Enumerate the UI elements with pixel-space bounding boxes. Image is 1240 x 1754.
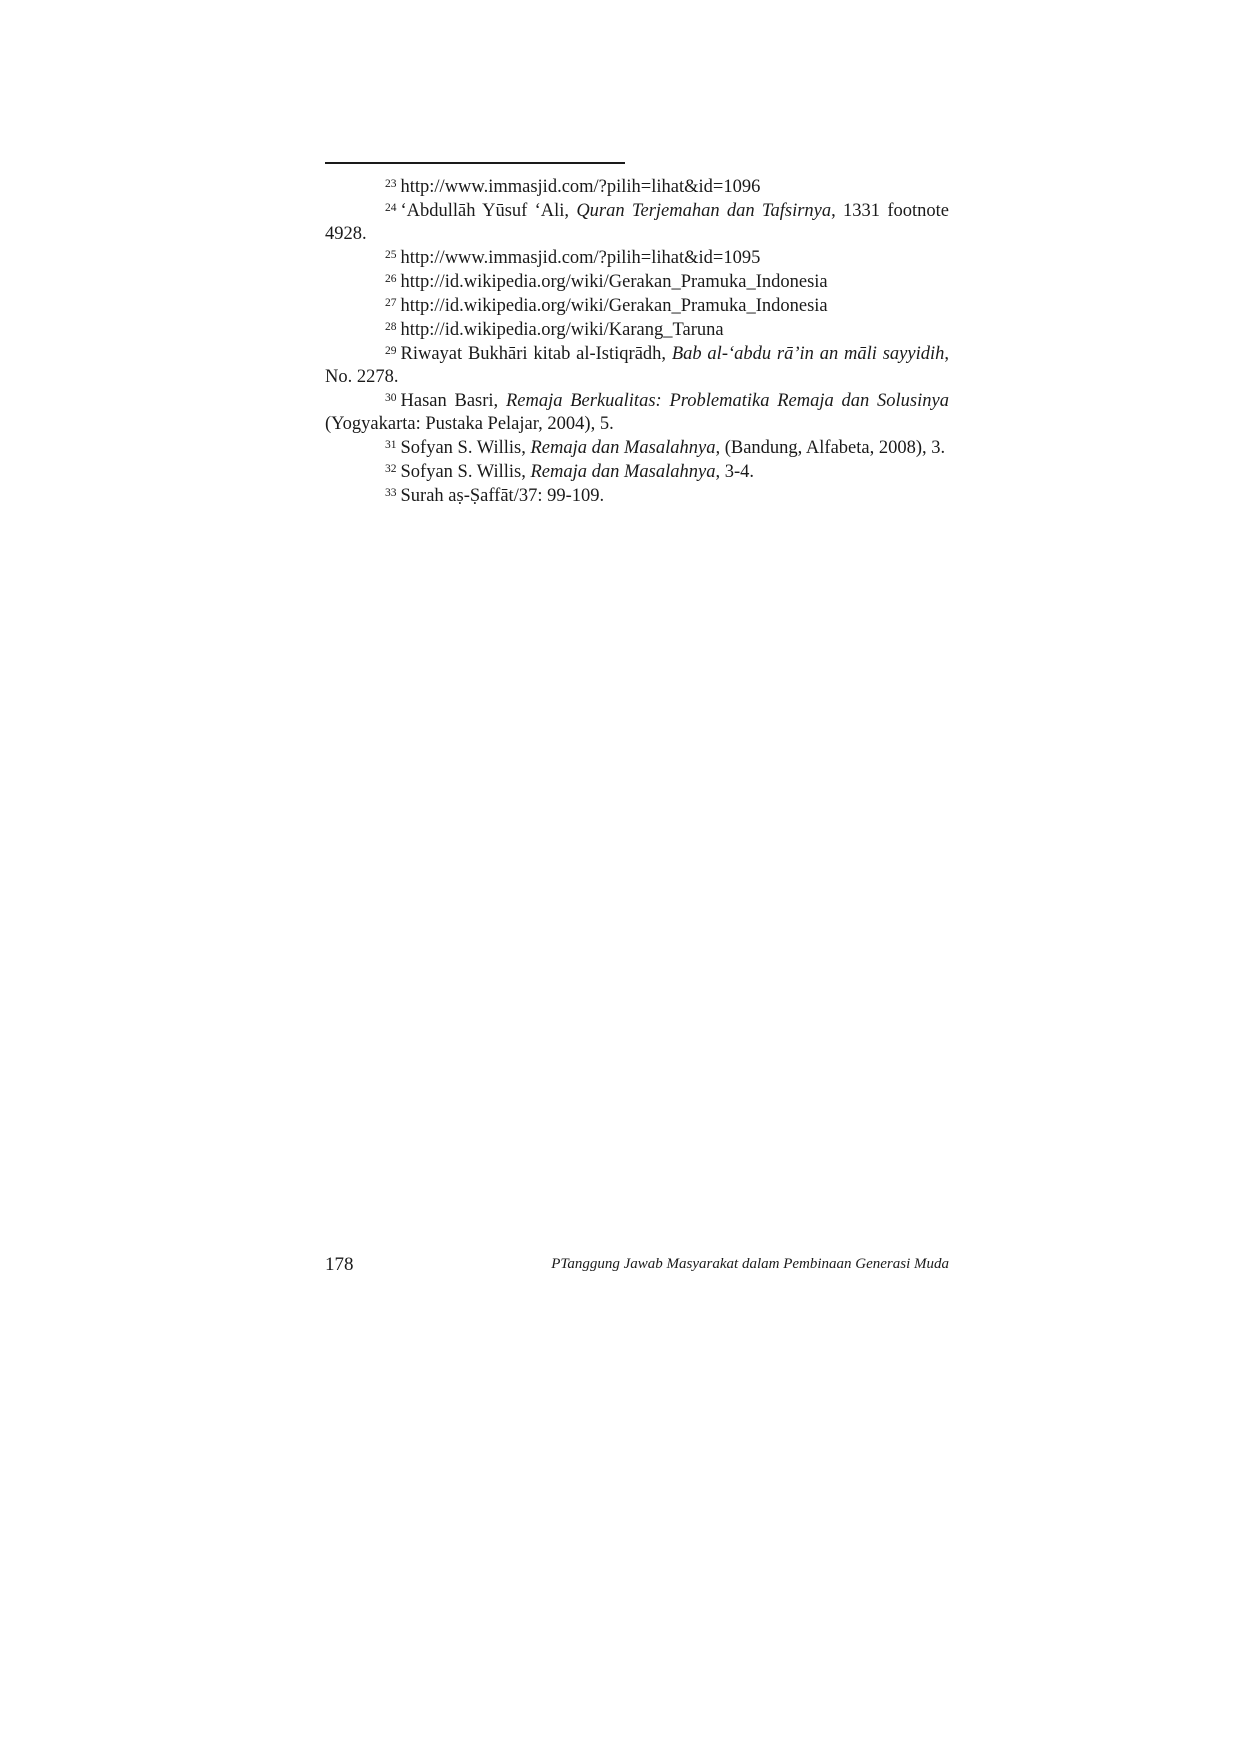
footnote-32 <box>325 461 949 484</box>
footnote-number: 29 <box>385 345 397 357</box>
footnote-title: Remaja dan Masalahnya, <box>530 438 721 458</box>
footnote-text-tail: , 1331 footnote 4928. <box>325 201 949 244</box>
footnote-text-tail: (Yogyakarta: Pustaka Pelajar, 2004), 5. <box>325 414 614 434</box>
footnote-text: Surah aṣ-Ṣaffāt/37: 99-109. <box>400 486 605 506</box>
running-title: PTanggung Jawab Masyarakat dalam Pembinaan Generasi Muda <box>551 1256 949 1272</box>
page-number: 178 <box>325 1254 354 1275</box>
footnote-text: http://www.immasjid.com/?pilih=lihat&id=1096 <box>400 177 761 197</box>
footnote-26 <box>325 271 949 294</box>
footnotes-section <box>325 176 949 509</box>
footnote-24 <box>325 200 949 246</box>
footnote-text: ‘Abdullāh Yūsuf ‘Ali, <box>400 201 577 221</box>
footnote-28 <box>325 319 949 342</box>
footnote-text-tail: , No. 2278. <box>325 344 949 387</box>
footnote-31 <box>325 437 949 460</box>
footnote-text-tail: (Bandung, Alfabeta, 2008), 3. <box>720 438 946 458</box>
footnote-text: http://id.wikipedia.org/wiki/Gerakan_Pramuka_Indonesia <box>400 272 828 292</box>
footnote-title: Bab al-‘abdu rā’in an māli sayyidih <box>671 344 945 364</box>
footnote-title: Remaja dan Masalahnya <box>530 462 716 482</box>
footnote-number: 27 <box>385 297 397 309</box>
page-footer <box>325 1254 949 1282</box>
footnote-number: 28 <box>385 321 397 333</box>
footnote-number: 30 <box>385 392 397 404</box>
footnote-number: 31 <box>385 439 397 451</box>
footnote-text: Hasan Basri, <box>400 391 506 411</box>
footnote-text: Riwayat Bukhāri kitab al-Istiqrādh, <box>400 344 672 364</box>
footnote-33 <box>325 485 949 508</box>
footnote-number: 33 <box>385 487 397 499</box>
footnote-25 <box>325 247 949 270</box>
footnote-number: 26 <box>385 273 397 285</box>
footnote-title: Quran Terjemahan dan Tafsirnya <box>576 201 832 221</box>
footnote-number: 32 <box>385 463 397 475</box>
footnote-text: http://id.wikipedia.org/wiki/Karang_Taruna <box>400 320 724 340</box>
footnote-30 <box>325 390 949 436</box>
footnote-text: http://www.immasjid.com/?pilih=lihat&id=1095 <box>400 248 761 268</box>
footnote-text: Sofyan S. Willis, <box>400 438 531 458</box>
footnote-27 <box>325 295 949 318</box>
footnote-23 <box>325 176 949 199</box>
footnote-title: Remaja Berkualitas: Problematika Remaja dan Solusinya <box>505 391 949 411</box>
footnote-number: 25 <box>385 249 397 261</box>
footnote-text-tail: , 3-4. <box>715 462 755 482</box>
footnote-text: http://id.wikipedia.org/wiki/Gerakan_Pramuka_Indonesia <box>400 296 828 316</box>
footnote-number: 24 <box>385 202 397 214</box>
footnote-separator <box>325 162 625 164</box>
footnote-number: 23 <box>385 178 397 190</box>
footnote-29 <box>325 343 949 389</box>
footnote-text: Sofyan S. Willis, <box>400 462 531 482</box>
